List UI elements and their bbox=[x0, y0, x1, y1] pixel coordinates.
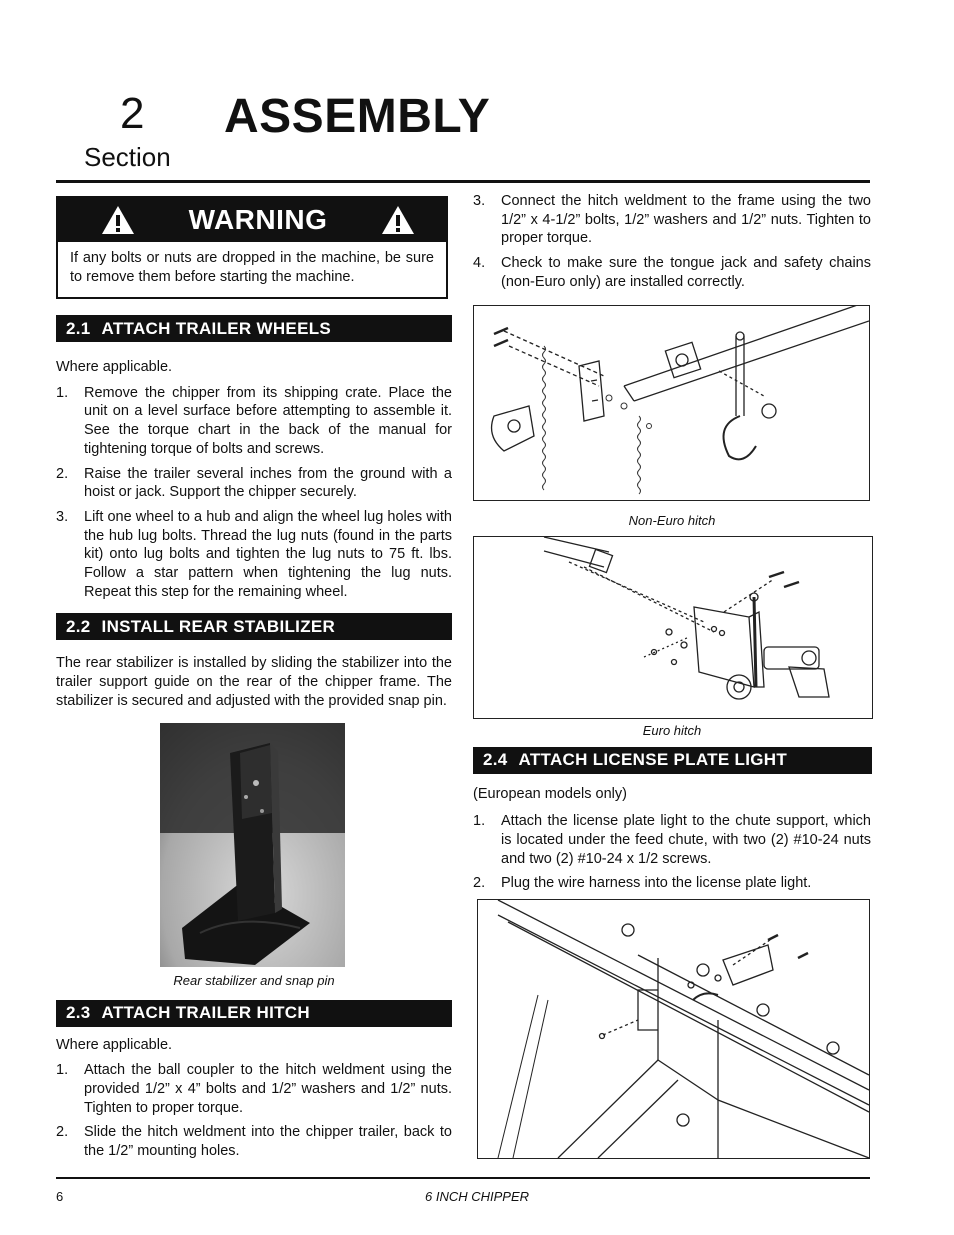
section-heading-title: INSTALL REAR STABILIZER bbox=[101, 616, 336, 636]
list-item bbox=[56, 508, 452, 602]
list-number: 2. bbox=[56, 1124, 69, 1141]
list-item bbox=[473, 812, 871, 868]
right-column bbox=[473, 192, 871, 1159]
section-heading-2-3 bbox=[56, 1000, 452, 1027]
section-label: Section bbox=[84, 142, 171, 172]
footer-title: 6 INCH CHIPPER bbox=[424, 1189, 530, 1204]
list-item bbox=[473, 254, 871, 291]
caption-euro-hitch: Euro hitch bbox=[642, 722, 702, 738]
caption-non-euro-hitch: Non-Euro hitch bbox=[628, 512, 716, 528]
section-heading-number: 2.2 bbox=[66, 616, 91, 636]
warning-header bbox=[58, 198, 446, 242]
section-heading-2-4 bbox=[473, 747, 872, 774]
list-item bbox=[473, 192, 871, 248]
list-item bbox=[56, 465, 452, 502]
euro-hitch-figure bbox=[473, 536, 873, 719]
list-text: Remove the chipper from its shipping crate. Place the unit on a level surface before attempting to assemble it. See the torque chart in the back of the manual for tightening torque of bolts and screws. bbox=[84, 384, 452, 457]
list-number: 1. bbox=[473, 813, 486, 830]
list-text: Attach the license plate light to the chute support, which is located under the feed chute, with two (2) #10-24 nuts and two (2) #10-24 x 1/2 screws. bbox=[501, 813, 871, 867]
s21-steps bbox=[56, 384, 452, 602]
s21-intro: Where applicable. bbox=[56, 359, 173, 375]
page-number: 6 bbox=[56, 1189, 64, 1204]
warning-triangle-icon bbox=[100, 204, 136, 236]
header-rule bbox=[56, 180, 870, 183]
list-number: 2. bbox=[473, 875, 486, 892]
s24-intro: (European models only) bbox=[473, 785, 627, 802]
warning-box bbox=[56, 196, 448, 299]
section-heading-title: ATTACH TRAILER HITCH bbox=[101, 1003, 310, 1023]
list-number: 1. bbox=[56, 384, 69, 401]
list-item bbox=[56, 384, 452, 459]
list-text: Connect the hitch weldment to the frame using the two 1/2” x 4-1/2” bolts, 1/2” washers and 1/2” nuts. Tighten to proper torque. bbox=[501, 193, 871, 247]
caption-rear-stabilizer: Rear stabilizer and snap pin bbox=[173, 972, 335, 988]
rear-stabilizer-photo bbox=[160, 723, 345, 967]
warning-triangle-icon bbox=[380, 204, 416, 236]
list-item bbox=[56, 1061, 452, 1117]
s23-intro: Where applicable. bbox=[56, 1036, 173, 1053]
license-plate-light-figure bbox=[477, 899, 870, 1159]
list-text: Slide the hitch weldment into the chipper trailer, back to the 1/2” mounting holes. bbox=[84, 1124, 452, 1160]
footer-rule bbox=[56, 1177, 870, 1179]
list-number: 2. bbox=[56, 465, 69, 482]
section-heading-number: 2.3 bbox=[66, 1003, 91, 1023]
section-heading-number: 2.1 bbox=[66, 318, 91, 338]
non-euro-hitch-figure bbox=[473, 305, 870, 501]
left-column bbox=[56, 196, 452, 1167]
list-text: Attach the ball coupler to the hitch weldment using the provided 1/2” x 4” bolts and 1/2” washers and 1/2” nuts. Tighten to proper torque. bbox=[84, 1062, 452, 1116]
list-item bbox=[473, 874, 871, 893]
s23-steps-right bbox=[473, 192, 871, 292]
list-text: Raise the trailer several inches from the ground with a hoist or jack. Support the chipper securely. bbox=[84, 465, 452, 501]
section-heading-number: 2.4 bbox=[483, 750, 508, 770]
s24-steps bbox=[473, 812, 871, 893]
list-text: Check to make sure the tongue jack and safety chains (non-Euro only) are installed correctly. bbox=[501, 255, 871, 290]
page-title: ASSEMBLY bbox=[224, 90, 491, 143]
list-item bbox=[56, 1123, 452, 1160]
warning-text: If any bolts or nuts are dropped in the machine, be sure to remove them before starting the machine. bbox=[70, 250, 434, 285]
warning-title: WARNING bbox=[188, 204, 328, 235]
section-number: 2 bbox=[120, 89, 145, 138]
list-number: 4. bbox=[473, 255, 486, 272]
s23-steps-left bbox=[56, 1061, 452, 1161]
list-text: Plug the wire harness into the license plate light. bbox=[501, 875, 812, 892]
list-number: 1. bbox=[56, 1062, 69, 1079]
section-heading-2-2 bbox=[56, 613, 452, 640]
list-number: 3. bbox=[56, 508, 69, 525]
list-number: 3. bbox=[473, 193, 486, 209]
section-heading-title: ATTACH TRAILER WHEELS bbox=[101, 318, 332, 338]
section-heading-title: ATTACH LICENSE PLATE LIGHT bbox=[518, 750, 787, 770]
s22-text: The rear stabilizer is installed by sliding the stabilizer into the trailer support guide on the rear of the chipper frame. The stabilizer is secured and adjusted with the provided snap pin. bbox=[56, 655, 452, 709]
section-heading-2-1 bbox=[56, 315, 452, 342]
list-text: Lift one wheel to a hub and align the wheel lug holes with the hub lug bolts. Thread the lug nuts (found in the parts kit) onto lug bolts and tighten the lug nuts to 75 ft. lbs. Follow a star pattern when tightening the lug nuts. Repeat this step for the remaining wheel. bbox=[84, 508, 452, 600]
